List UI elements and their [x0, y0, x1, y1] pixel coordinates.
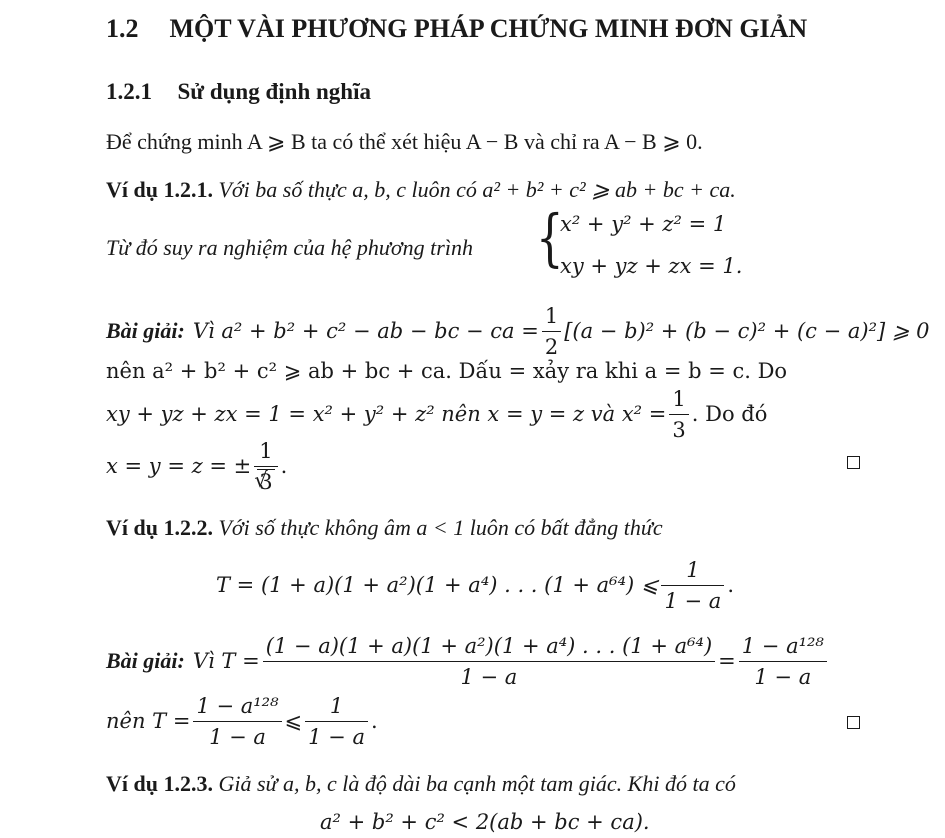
solution-1-line-3-right: . Do đó	[691, 402, 768, 426]
fraction-product-over-one-minus-a	[263, 631, 715, 692]
qed-square-icon	[847, 456, 860, 469]
solution-1-line-3-left: xy + yz + zx = 1 = x² + y² + z² nên x = y = z và x² =	[106, 402, 667, 426]
fraction-numerator: 1 − a¹²⁸	[193, 691, 281, 722]
fraction-result	[739, 631, 827, 692]
example-3-statement-line	[106, 770, 736, 798]
solution-1-line-4-right: .	[280, 454, 288, 478]
fraction-denominator: 1 − a	[308, 724, 365, 749]
section-title: MỘT VÀI PHƯƠNG PHÁP CHỨNG MINH ĐƠN GIẢN	[169, 14, 808, 43]
solution-1-line-2: nên a² + b² + c² ⩾ ab + bc + ca. Dấu = xảy ra khi a = b = c. Do	[106, 359, 788, 383]
fraction-denominator: 1 − a	[664, 588, 722, 613]
example-2-formula-end: .	[727, 573, 734, 597]
solution-2-label: Bài giải:	[106, 648, 185, 673]
solution-2-line-2-left: nên T =	[106, 709, 191, 733]
solution-1-expr-right: [(a − b)² + (b − c)² + (c − a)²] ⩾ 0	[564, 319, 930, 343]
solution-2-equals: =	[718, 649, 736, 673]
fraction-one-over-sqrt3	[254, 436, 277, 497]
qed-square-icon	[847, 716, 860, 729]
example-2-formula-left: T = (1 + a)(1 + a²)(1 + a⁴) . . . (1 + a⁶⁴) ⩽	[216, 573, 659, 597]
solution-1-line-1	[106, 303, 930, 359]
fraction-denominator: 1 − a	[209, 724, 266, 749]
system-equation-2: xy + yz + zx = 1.	[560, 254, 743, 278]
fraction-result-repeat	[193, 691, 281, 752]
fraction-bound	[305, 691, 368, 752]
fraction-denominator: 2	[544, 334, 559, 359]
example-3-label: Ví dụ 1.2.3.	[106, 771, 213, 796]
sqrt-radicand: 3	[259, 469, 273, 494]
solution-1-expr-left: Vì a² + b² + c² − ab − bc − ca =	[192, 319, 539, 343]
fraction-denominator: 3	[672, 417, 686, 442]
fraction-denominator: 1 − a	[754, 664, 812, 689]
fraction-numerator: 1	[254, 436, 277, 467]
solution-2-line-2	[106, 690, 378, 752]
solution-1-label: Bài giải:	[106, 318, 185, 343]
example-1-label: Ví dụ 1.2.1.	[106, 177, 213, 202]
solution-1-line-4-left: x = y = z = ±	[106, 454, 252, 478]
example-2-statement: Với số thực không âm a < 1 luôn có bất đẳng thức	[218, 515, 663, 540]
fraction-numerator: 1	[542, 301, 561, 332]
subsection-number: 1.2.1	[106, 79, 152, 104]
fraction-one-half	[542, 301, 561, 362]
example-2-formula	[216, 555, 734, 615]
solution-2-leq: ⩽	[284, 709, 303, 733]
fraction-numerator: 1	[305, 691, 368, 722]
solution-2-vi: Vì T =	[192, 649, 260, 673]
intro-text: Để chứng minh A ⩾ B ta có thể xét hiệu A − B và chỉ ra A − B ⩾ 0.	[106, 129, 703, 154]
solution-2-end: .	[370, 709, 378, 733]
solution-2-line-1	[106, 630, 830, 692]
fraction-numerator: 1	[661, 555, 724, 586]
system-equation-1: x² + y² + z² = 1	[560, 212, 727, 236]
example-1-statement: Với ba số thực a, b, c luôn có a² + b² + c² ⩾ ab + bc + ca.	[218, 177, 736, 202]
fraction-denominator: 1 − a	[460, 664, 518, 689]
section-heading	[106, 12, 807, 46]
example-2-statement-line	[106, 514, 663, 542]
example-3-formula: a² + b² + c² < 2(ab + bc + ca).	[320, 810, 650, 834]
solution-1-line-3	[106, 386, 767, 442]
subsection-heading	[106, 78, 371, 106]
fraction-numerator: 1 − a¹²⁸	[739, 631, 827, 662]
fraction-numerator: (1 − a)(1 + a)(1 + a²)(1 + a⁴) . . . (1 + a⁶⁴)	[263, 631, 715, 662]
fraction-one-third	[669, 384, 688, 445]
system-brace: {	[536, 201, 564, 274]
subsection-title: Sử dụng định nghĩa	[177, 79, 371, 104]
fraction-one-over-one-minus-a	[661, 555, 724, 616]
solution-1-line-4	[106, 437, 287, 495]
section-number: 1.2	[106, 14, 139, 43]
fraction-numerator: 1	[669, 384, 688, 415]
example-3-statement: Giả sử a, b, c là độ dài ba cạnh một tam giác. Khi đó ta có	[218, 771, 736, 796]
example-1-system-lead: Từ đó suy ra nghiệm của hệ phương trình	[106, 235, 473, 260]
example-2-label: Ví dụ 1.2.2.	[106, 515, 213, 540]
sqrt-denominator	[254, 467, 277, 497]
example-1-statement-line	[106, 176, 736, 204]
